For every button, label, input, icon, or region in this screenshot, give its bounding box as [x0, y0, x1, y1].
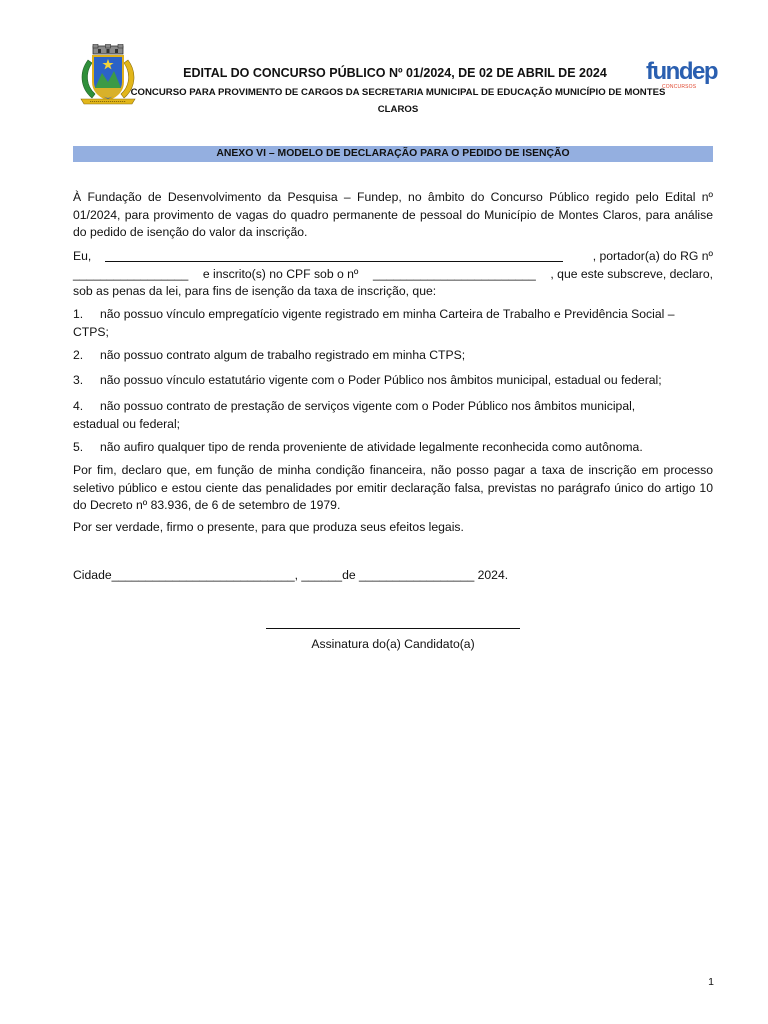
list-item-text: não possuo contrato algum de trabalho registrado em minha CTPS; [100, 348, 466, 362]
list-item [73, 439, 713, 457]
list-item-text: não possuo contrato de prestação de serviços vigente com o Poder Público nos âmbitos municipal, [100, 399, 636, 413]
rg-blank-field[interactable]: _________________ [73, 267, 189, 281]
list-item [73, 398, 713, 433]
list-item-number: 3. [73, 373, 84, 387]
closing-paragraph: Por fim, declaro que, em função de minha condição financeira, não posso pagar a taxa de inscrição em processo seletivo público e estou ciente das penalidades por emitir declaração falsa, previstas no parágrafo único do artigo 10 do Decreto nº 83.936, de 6 de setembro de 1979. [73, 463, 713, 513]
intro-paragraph: À Fundação de Desenvolvimento da Pesquisa – Fundep, no âmbito do Concurso Público regido pelo Edital nº 01/2024, para provimento de vagas do quadro permanente de pessoal do Município de Montes Claros, para análise do pedido de isenção do valor da inscrição. [73, 190, 713, 240]
fundep-logo-subtitle: CONCURSOS [662, 84, 697, 90]
edital-title: EDITAL DO CONCURSO PÚBLICO Nº 01/2024, DE 02 DE ABRIL DE 2024 [183, 66, 607, 80]
list-item-line [73, 398, 713, 416]
annex-title-bar: ANEXO VI – MODELO DE DECLARAÇÃO PARA O PEDIDO DE ISENÇÃO [73, 146, 713, 162]
list-item-number: 5. [73, 440, 84, 454]
declaration-line-2 [73, 266, 713, 284]
date-line[interactable]: Cidade___________________________, ______de _________________ 2024. [73, 568, 509, 582]
list-item-line [73, 306, 713, 324]
list-item-line [73, 372, 713, 390]
name-blank-field[interactable] [105, 248, 563, 262]
signature-label: Assinatura do(a) Candidato(a) [311, 637, 475, 651]
signature-line[interactable] [266, 628, 520, 629]
edital-subtitle-line-2: CLAROS [377, 104, 419, 115]
edital-subtitle [88, 84, 708, 118]
list-item [73, 372, 713, 390]
list-item-number: 2. [73, 348, 84, 362]
list-item-number: 4. [73, 399, 84, 413]
truth-statement: Por ser verdade, firmo o presente, para que produza seus efeitos legais. [73, 520, 464, 534]
list-item-line [73, 439, 713, 457]
list-item-continuation: estadual ou federal; [73, 416, 181, 431]
cpf-blank-field[interactable]: ________________________ [373, 267, 536, 281]
cpf-label: e inscrito(s) no CPF sob o nº [202, 267, 359, 281]
subscreve-label: , que este subscreve, declaro, [550, 267, 713, 281]
list-item [73, 347, 713, 365]
fundep-logo-word: fundep [646, 58, 717, 85]
declaration-line-3 [73, 283, 713, 301]
eu-label: Eu, [73, 249, 92, 263]
list-item-text: não possuo vínculo estatutário vigente com o Poder Público nos âmbitos municipal, estadual ou federal; [100, 373, 662, 387]
list-item [73, 306, 713, 341]
list-item-line [73, 347, 713, 365]
page-number: 1 [708, 976, 714, 988]
list-item-number: 1. [73, 307, 84, 321]
edital-subtitle-line-1: CONCURSO PARA PROVIMENTO DE CARGOS DA SECRETARIA MUNICIPAL DE EDUCAÇÃO MUNICÍPIO DE MONTES [130, 87, 666, 98]
declaration-line-1 [73, 248, 713, 266]
rg-label: , portador(a) do RG nº [592, 249, 713, 263]
list-item-continuation: CTPS; [73, 324, 109, 339]
list-item-text: não possuo vínculo empregatício vigente registrado em minha Carteira de Trabalho e Previdência Social – [100, 307, 675, 321]
declaration-intro-text: sob as penas da lei, para fins de isenção da taxa de inscrição, que: [73, 284, 437, 298]
list-item-text: não aufiro qualquer tipo de renda proveniente de atividade legalmente reconhecida como autônoma. [100, 440, 643, 454]
